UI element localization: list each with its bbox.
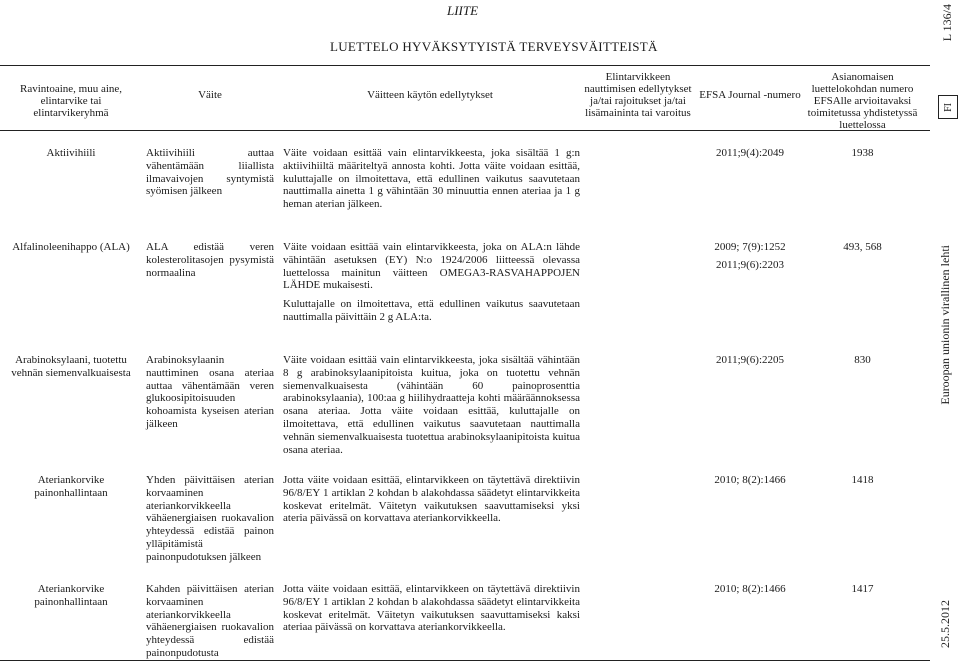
cell-substance: Aktiivihiili <box>46 147 96 159</box>
cell-conditions: Jotta väite voidaan esittää, elintarvikkeen on täytettävä direktiivin 96/8/EY 1 artiklan 2 kohdan b alakohdassa säädetyt elintarvikkeita koskevat eritelmät. Väitetyn vaikutuksen saavuttamiseksi yksi ateria päivässä on korvattava ateriankorvikkeella. <box>283 474 580 525</box>
cell-entry: 493, 568 <box>843 241 882 253</box>
header-bottom-rule <box>0 130 930 131</box>
page-title: LUETTELO HYVÄKSYTYISTÄ TERVEYSVÄITTEISTÄ <box>330 39 658 54</box>
cell-entry: 1938 <box>851 147 874 159</box>
cell-claim: Aktiivihiili auttaa vähentämään liiallista ilmavaivojen syntymistä syömisen jälkeen <box>146 147 274 198</box>
cell-efsa: 2011;9(4):2049 <box>715 147 785 159</box>
cell-substance: Arabinoksylaani, tuotettu vehnän siemenvalkuaisesta <box>11 354 131 379</box>
language-code-box: FI <box>938 95 958 119</box>
cell-substance: Alfalinoleenihappo (ALA) <box>12 241 130 253</box>
cell-efsa <box>695 241 805 272</box>
cell-substance: Ateriankorvike painonhallintaan <box>34 583 108 608</box>
cell-conditions <box>283 241 580 324</box>
efsa-reference: 2011;9(6):2203 <box>715 258 785 271</box>
cell-conditions: Väite voidaan esittää vain elintarvikkeesta, joka sisältää vähintään 8 g arabinoksylaanipitoista kuitua, joka on tuotettu vehnän siemenvalkuaisesta (vähintään 60 painoprosenttia arabinoksylaania), 100:aa g hiilihydraatteja kohti määräännoksessa osana ateriaa. Jotta väite voidaan esittää, kuluttajalle on ilmoitettava, että edullinen vaikutus saavutetaan nauttimalla vehnän siemenvalkuaisesta tuotettua arabinoksylaanipitoista kuitua osana ateriaa. <box>283 354 580 456</box>
cell-conditions: Jotta väite voidaan esittää, elintarvikkeen on täytettävä direktiivin 96/8/EY 1 artiklan 2 kohdan b alakohdassa säädetyt elintarvikkeita koskevat eritelmät. Väitetyn vaikutuksen saavuttamiseksi kaksi ateriaa päivässä on korvattava ateriankorvikkeella. <box>283 583 580 634</box>
cell-entry: 1417 <box>851 583 874 595</box>
publication-date: 25.5.2012 <box>938 600 952 648</box>
header-entry-number: Asianomaisen luettelokohdan numero EFSAlle arvioitavaksi toimitetussa yhdistetyssä luettelossa <box>807 71 918 131</box>
efsa-reference: 2009; 7(9):1252 <box>714 241 786 253</box>
header-conditions: Väitteen käytön edellytykset <box>367 89 493 101</box>
conditions-paragraph: Väite voidaan esittää vain elintarvikkeesta, joka on ALA:n lähde vähintään asetuksen (EY) N:o 1924/2006 liitteessä olevassa luettelossa mainitun väitteen OMEGA3-RASVAHAPPOJEN LÄHDE mukaisesti. <box>283 241 580 292</box>
cell-claim: Yhden päivittäisen aterian korvaaminen ateriankorvikkeella vähäenergiaisen ruokavalion yhteydessä edistää painon ylläpitämistä painonpudotuksen jälkeen <box>146 474 274 563</box>
cell-substance: Ateriankorvike painonhallintaan <box>34 474 108 499</box>
cell-efsa: 2010; 8(2):1466 <box>714 583 786 595</box>
cell-conditions: Väite voidaan esittää vain elintarvikkeesta, joka sisältää 1 g:n aktiivihiiltä määriteltyä annosta kohti. Jotta väite voidaan esittää, kuluttajalle on ilmoitettava, että edullinen vaikutus saavutetaan nauttimalla ainetta 1 g vähintään 30 minuuttia ennen ateriaa ja 1 g heman aterian jälkeen. <box>283 147 580 211</box>
header-restrictions: Elintarvikkeen nauttimisen edellytykset ja/tai rajoitukset ja/tai lisämaininta tai varoitus <box>584 71 692 119</box>
cell-claim: ALA edistää veren kolesterolitasojen pysymistä normaalina <box>146 241 274 279</box>
cell-claim: Kahden päivittäisen aterian korvaaminen ateriankorvikkeella vähäenergiaisen ruokavalion yhteydessä edistää painonpudotusta <box>146 583 274 659</box>
journal-name: Euroopan unionin virallinen lehti <box>938 245 952 405</box>
annex-label: LIITE <box>447 3 479 18</box>
header-substance: Ravintoaine, muu aine, elintarvike tai elintarvikeryhmä <box>19 83 123 119</box>
cell-entry: 830 <box>854 354 871 366</box>
header-claim: Väite <box>198 89 222 101</box>
cell-claim: Arabinoksylaanin nauttiminen osana ateriaa auttaa vähentämään veren glukoosipitoisuuden kohoamista kyseisen aterian jälkeen <box>146 354 274 430</box>
table-bottom-rule <box>0 660 930 661</box>
cell-efsa: 2010; 8(2):1466 <box>714 474 786 486</box>
cell-entry: 1418 <box>851 474 874 486</box>
table-top-rule <box>0 65 930 66</box>
cell-efsa: 2011;9(6):2205 <box>715 354 785 366</box>
journal-reference: L 136/4 <box>940 4 954 42</box>
header-efsa: EFSA Journal -numero <box>699 89 801 101</box>
conditions-paragraph: Kuluttajalle on ilmoitettava, että edullinen vaikutus saavutetaan nauttimalla päivittäin 2 g ALA:ta. <box>283 298 580 323</box>
